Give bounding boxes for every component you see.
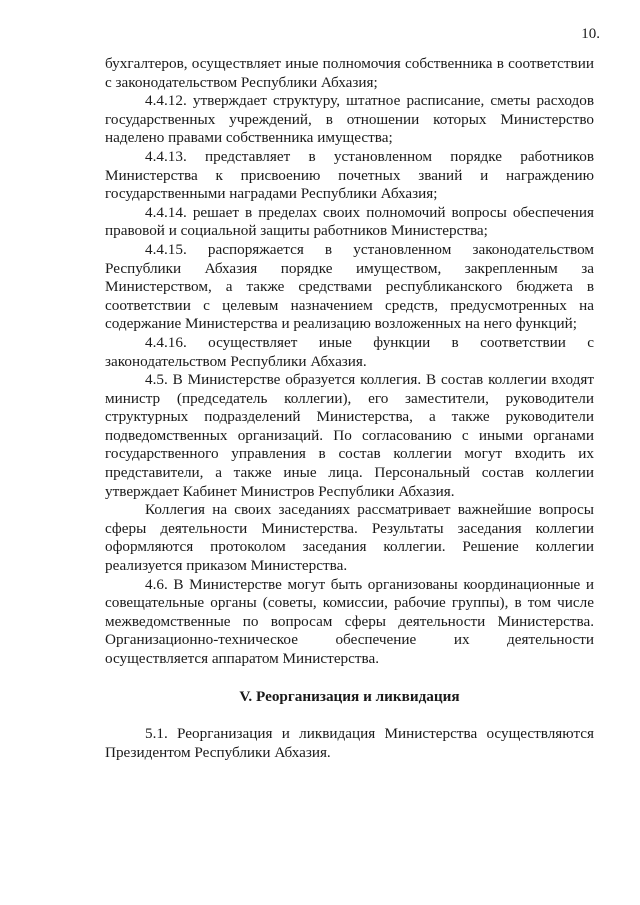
- paragraph-4-4-14: 4.4.14. решает в пределах своих полномочий вопросы обеспечения правовой и социальной защиты работников Министерства;: [105, 203, 594, 240]
- paragraph-4-4-15: 4.4.15. распоряжается в установленном законодательством Республики Абхазия порядке имуществом, закрепленным за Министерством, а также средствами республиканского бюджета в соответствии с целевым назначением средств, предусмотренных на содержание Министерства и реализацию возложенных на него функций;: [105, 240, 594, 333]
- paragraph-4-4-13: 4.4.13. представляет в установленном порядке работников Министерства к присвоению почетных званий и награждению государственными наградами Республики Абхазия;: [105, 147, 594, 203]
- paragraph-4-4-12: 4.4.12. утверждает структуру, штатное расписание, сметы расходов государственных учреждений, в отношении которых Министерство наделено правами собственника имущества;: [105, 92, 594, 147]
- paragraph-4-6: 4.6. В Министерстве могут быть организованы координационные и совещательные органы (советы, комиссии, рабочие группы), в том числе межведомственные по вопросам сферы деятельности Министерства. Организационно-техническое обеспечение их деятельности осуществляется аппаратом Министерства.: [105, 575, 594, 667]
- paragraph-4-4-16: 4.4.16. осуществляет иные функции в соответствии с законодательством Республики Абхазия.: [105, 333, 594, 370]
- paragraph-5-1: 5.1. Реорганизация и ликвидация Министерства осуществляются Президентом Республики Абхазия.: [105, 725, 594, 761]
- paragraph-collegium-meetings: Коллегия на своих заседаниях рассматривает важнейшие вопросы сферы деятельности Министерства. Результаты заседания коллегии оформляются протоколом заседания коллегии. Решение коллегии реализуется приказом Министерства.: [105, 501, 594, 575]
- paragraph-4-5: 4.5. В Министерстве образуется коллегия. В состав коллегии входят министр (председатель коллегии), его заместители, руководители структурных подразделений Министерства, а также руководители подведомственных организаций. По согласованию с иными органами государственного управления в состав коллегии могут входить их представители, а также иные лица. Персональный состав коллегии утверждает Кабинет Министров Республики Абхазия.: [105, 371, 594, 500]
- page-number: 10.: [581, 26, 600, 42]
- paragraph-continuation: бухгалтеров, осуществляет иные полномочия собственника в соответствии с законодательством Республики Абхазия;: [105, 55, 594, 91]
- section-heading: V. Реорганизация и ликвидация: [239, 687, 460, 705]
- document-body: [105, 55, 594, 762]
